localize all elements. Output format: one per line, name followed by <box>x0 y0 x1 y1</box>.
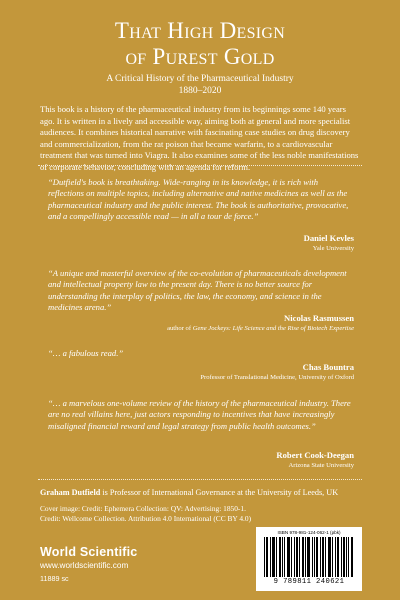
endorser-name-bountra: Chas Bountra <box>302 362 354 372</box>
endorsement-quote-cook-deegan: “… a marvelous one-volume review of the history of the pharmaceutical industry. There are no real villains here, just actors responding to incentives that have increasingly misaligned financial reward and legal strategy from public health outcomes.” <box>48 398 351 431</box>
cover-credit-line-2: Credit: Wellcome Collection. Attribution 4.0 International (CC BY 4.0) <box>40 514 252 523</box>
endorser-affiliation-kevles: Yale University <box>312 245 354 252</box>
divider-top <box>38 165 362 166</box>
author-bio <box>40 487 370 498</box>
publisher-logo: World Scientific <box>40 545 138 559</box>
isbn-label: ISBN 978-981-124-062-1 (pbk) <box>277 530 341 535</box>
divider-bottom <box>38 479 362 480</box>
endorsement-quote-rasmussen: “A unique and masterful overview of the co-evolution of pharmaceuticals development and intellectual property law to the present day. There is no better source for understanding the interplay of politics, the law, the economy, and science in the medicines arena.” <box>48 268 347 313</box>
endorsement-quote-kevles: “Dutfield's book is breathtaking. Wide-ranging in its knowledge, it is rich with reflections on multiple topics, including alternative and native medicines as well as the pharmaceutical industry and the public interest. The book is authoritative, provocative, and a compellingly accessible read — in all a tour de force.” <box>48 177 349 222</box>
barcode-digits: 9 789811 240621 <box>273 578 345 586</box>
catalog-number: 11889 sc <box>40 574 69 583</box>
endorsement-quote-bountra: “… a fabulous read.” <box>48 348 124 358</box>
publisher-url: www.worldscientific.com <box>40 561 129 570</box>
endorser-name-kevles: Daniel Kevles <box>303 233 354 243</box>
barcode-panel <box>256 527 362 591</box>
affiliation-prefix: author of <box>167 325 193 332</box>
endorser-affiliation-cook-deegan: Arizona State University <box>288 462 354 469</box>
endorser-affiliation-rasmussen <box>167 325 354 332</box>
book-description: This book is a history of the pharmaceutical industry from its beginnings some 140 years ago. It is written in a lively and accessible way, aiming both at general and more specialist audiences. It combines historical narrative with fascinating case studies on drug discovery and commercialization, from the rat poison that became warfarin, to a cardiovascular treatment that was turned into Viagra. It also examines some of the less noble manifestations of corporate behavior, concluding with an agenda for reform. <box>40 104 359 172</box>
book-title-line-2: of Purest Gold <box>125 44 275 69</box>
endorser-affiliation-bountra: Professor of Translational Medicine, University of Oxford <box>200 374 354 381</box>
book-title-line-1: That High Design <box>114 18 286 43</box>
book-years: 1880–2020 <box>178 86 222 96</box>
author-name: Graham Dutfield <box>40 488 101 497</box>
book-subtitle: A Critical History of the Pharmaceutical Industry <box>106 74 294 84</box>
author-description: is Professor of International Governance at the University of Leeds, UK <box>100 488 339 497</box>
barcode-icon <box>264 537 354 577</box>
cover-credit-line-1: Cover image: Credit: Ephemera Collection: QV: Advertising: 1850-1. <box>40 504 246 513</box>
endorser-name-cook-deegan: Robert Cook-Deegan <box>276 450 354 460</box>
endorser-name-rasmussen: Nicolas Rasmussen <box>284 313 354 323</box>
affiliation-book-title: Gene Jockeys: Life Science and the Rise of Biotech Expertise <box>192 325 354 332</box>
